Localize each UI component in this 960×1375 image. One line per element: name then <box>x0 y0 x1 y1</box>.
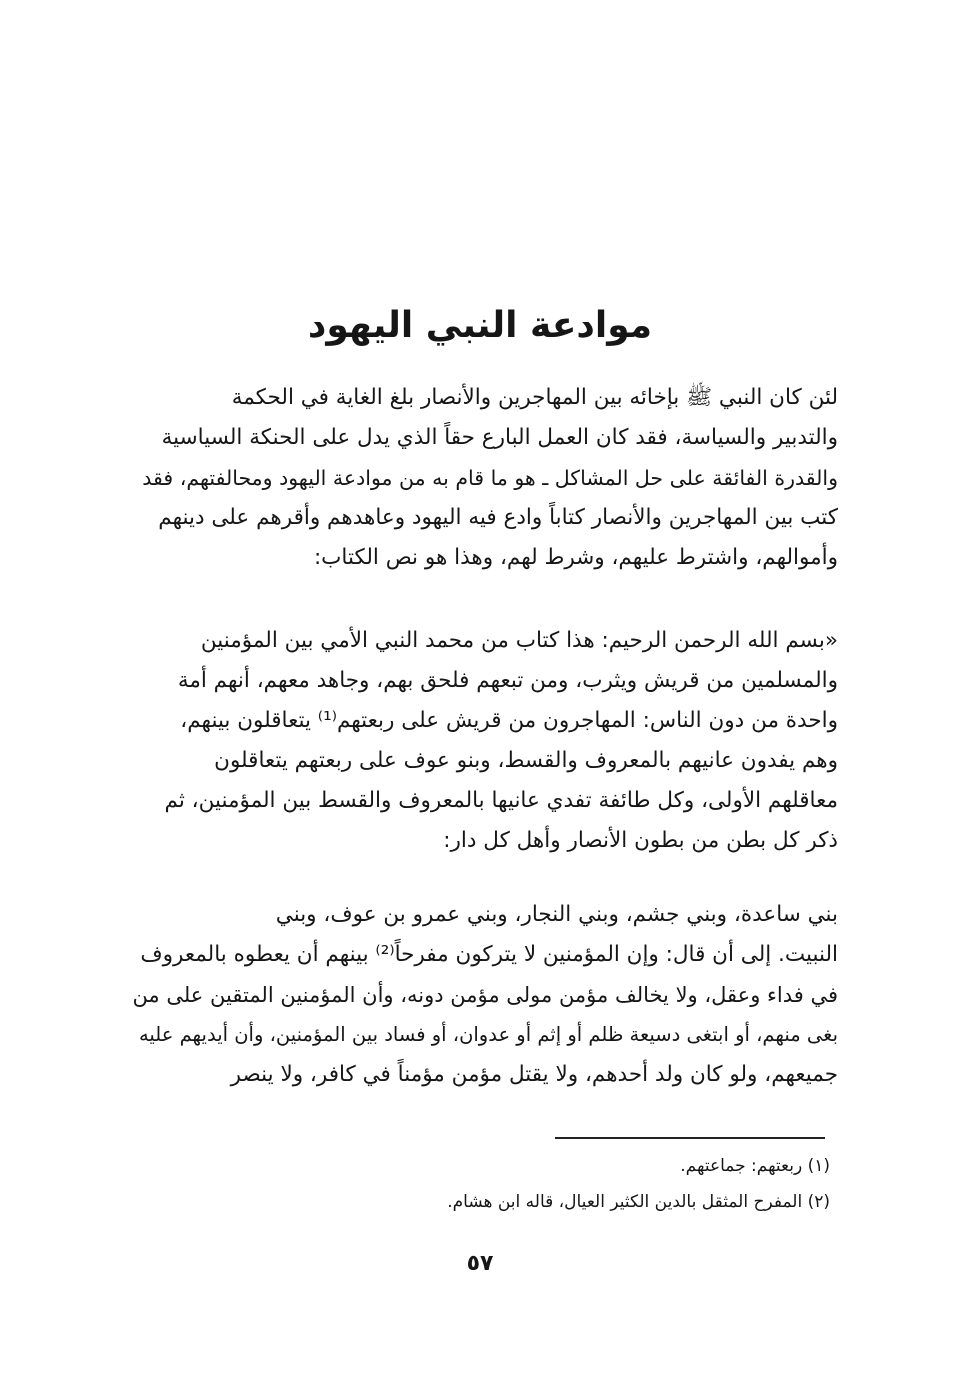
paragraph-document-text <box>128 621 838 861</box>
text-line: جميعهم، ولو كان ولد أحدهم، ولا يقتل مؤمن مؤمناً في كافر، ولا ينصر <box>230 1062 838 1087</box>
text-line: والقدرة الفائقة على حل المشاكل ـ هو ما قام به من موادعة اليهود ومحالفتهم، فقد <box>142 466 838 490</box>
text-line: بغى منهم، أو ابتغى دسيعة ظلم أو إثم أو عدوان، أو فساد بين المؤمنين، وأن أيديهم عليه <box>138 1023 838 1046</box>
footnote-2: (٢) المفرح المثقل بالدين الكثير العيال، قاله ابن هشام. <box>447 1192 830 1212</box>
text-line: «بسم الله الرحمن الرحيم: هذا كتاب من محمد النبي الأمي بين المؤمنين <box>200 628 838 653</box>
text-line: في فداء وعقل، ولا يخالف مؤمن مولى مؤمن دونه، وأن المؤمنين المتقين على من <box>132 983 838 1007</box>
footnotes <box>300 1148 830 1220</box>
text-line: والتدبير والسياسة، فقد كان العمل البارع حقاً الذي يدل على الحنكة السياسية <box>161 425 838 450</box>
paragraph-intro <box>128 378 838 578</box>
text-line: واحدة من دون الناس: المهاجرون من قريش على ربعتهم⁽¹⁾ يتعاقلون بينهم، <box>180 708 838 733</box>
page-number: ٥٧ <box>466 1251 494 1276</box>
text-line: معاقلهم الأولى، وكل طائفة تفدي عانيها بالمعروف والقسط بين المؤمنين، ثم <box>164 788 838 813</box>
text-line: بني ساعدة، وبني جشم، وبني النجار، وبني عمرو بن عوف، وبني <box>275 902 838 927</box>
text-line: لئن كان النبي ﷺ بإخائه بين المهاجرين والأنصار بلغ الغاية في الحكمة <box>231 385 838 410</box>
text-line: كتب بين المهاجرين والأنصار كتاباً وادع فيه اليهود وعاهدهم وأقرهم على دينهم <box>158 505 838 530</box>
text-line: وهم يفدون عانيهم بالمعروف والقسط، وبنو عوف على ربعتهم يتعاقلون <box>214 748 838 773</box>
text-line: والمسلمين من قريش ويثرب، ومن تبعهم فلحق بهم، وجاهد معهم، أنهم أمة <box>177 668 838 693</box>
text-line: وأموالهم، واشترط عليهم، وشرط لهم، وهذا هو نص الكتاب: <box>313 545 838 570</box>
text-line: ذكر كل بطن من بطون الأنصار وأهل كل دار: <box>443 828 838 853</box>
footnote-1: (١) ربعتهم: جماعتهم. <box>680 1156 830 1176</box>
paragraph-tribes <box>128 895 838 1095</box>
footnote-divider <box>555 1137 825 1139</box>
text-line: النبيت. إلى أن قال: وإن المؤمنين لا يتركون مفرحاً⁽²⁾ بينهم أن يعطوه بالمعروف <box>140 942 838 967</box>
chapter-title: موادعة النبي اليهود <box>307 305 653 346</box>
